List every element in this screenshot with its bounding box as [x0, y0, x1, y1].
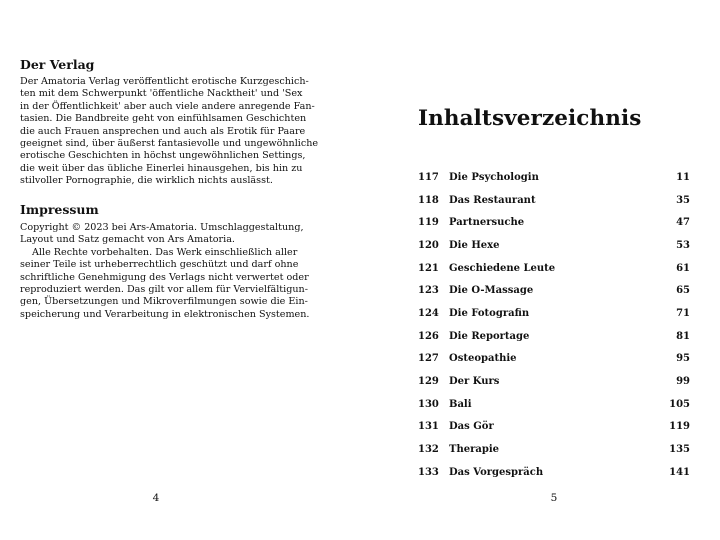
text-line: Alle Rechte vorbehalten. Das Werk einschließlich aller — [32, 246, 298, 258]
toc-entry-page: 65 — [676, 285, 690, 297]
toc-entry-title: Der Kurs — [449, 375, 500, 387]
toc-entry-title: Therapie — [449, 443, 499, 455]
toc-entry-number: 119 — [418, 217, 439, 229]
text-line: ten mit dem Schwerpunkt 'öffentliche Nacktheit' und 'Sex — [20, 88, 303, 100]
text-line: stilvoller Pornographie, die wirklich nichts auslässt. — [20, 175, 273, 187]
toc-entry-page: 95 — [676, 353, 690, 365]
toc-entry-number: 132 — [418, 443, 439, 455]
text-line: die auch Frauen ansprechen und auch als Erotik für Paare — [20, 125, 306, 137]
toc-entry-title: Das Gör — [449, 421, 494, 433]
text-line: gen, Übersetzungen und Mikroverfilmungen sowie die Ein- — [20, 296, 308, 308]
toc-entry-page: 35 — [676, 194, 690, 206]
toc-entry[interactable] — [418, 239, 690, 262]
text-line: die weit über das übliche Einerlei hinausgehen, bis hin zu — [20, 162, 303, 174]
toc-entry-title: Geschiedene Leute — [449, 262, 556, 274]
text-line: Layout und Satz gemacht von Ars Amatoria. — [20, 234, 235, 246]
toc-entry-title: Die Fotografin — [449, 307, 530, 319]
toc-list — [418, 171, 690, 488]
toc-entry-page: 47 — [676, 217, 690, 229]
toc-entry-page: 81 — [676, 330, 690, 342]
toc-entry-page: 135 — [669, 443, 690, 455]
text-line: seiner Teile ist urheberrechtlich geschützt und darf ohne — [20, 259, 299, 271]
toc-entry-title: Das Vorgespräch — [449, 466, 544, 478]
verlag-heading: Der Verlag — [20, 57, 95, 72]
toc-entry[interactable] — [418, 352, 690, 375]
toc-entry-page: 53 — [676, 239, 690, 251]
toc-entry[interactable] — [418, 262, 690, 285]
toc-entry-number: 127 — [418, 353, 439, 365]
toc-entry-number: 131 — [418, 421, 439, 433]
toc-entry[interactable] — [418, 420, 690, 443]
toc-entry-title: Das Restaurant — [449, 194, 536, 206]
toc-entry[interactable] — [418, 307, 690, 330]
text-line: geeignet sind, über äußerst fantasievolle und ungewöhnliche — [20, 138, 319, 150]
page-number: 4 — [152, 492, 160, 504]
toc-entry-number: 120 — [418, 239, 439, 251]
text-line: schriftliche Genehmigung des Verlags nicht verwertet oder — [20, 271, 309, 283]
toc-entry-page: 119 — [669, 421, 690, 433]
impressum-heading: Impressum — [20, 202, 99, 217]
toc-entry-number: 129 — [418, 375, 439, 387]
toc-entry[interactable] — [418, 330, 690, 353]
toc-entry-title: Die Reportage — [449, 330, 530, 342]
text-line: in der Öffentlichkeit' aber auch viele andere anregende Fan- — [20, 100, 315, 112]
toc-entry[interactable] — [418, 375, 690, 398]
impressum-paragraph — [20, 222, 310, 321]
toc-entry-number: 118 — [418, 194, 439, 206]
toc-entry[interactable] — [418, 194, 690, 217]
toc-entry[interactable] — [418, 284, 690, 307]
toc-entry-page: 105 — [669, 398, 690, 410]
toc-entry-number: 117 — [418, 172, 439, 183]
toc-entry-page: 99 — [676, 375, 690, 387]
page-number: 5 — [550, 492, 558, 504]
toc-entry[interactable] — [418, 398, 690, 421]
toc-entry-title: Bali — [449, 398, 472, 410]
toc-entry-page: 11 — [676, 172, 690, 183]
toc-entry-number: 130 — [418, 398, 439, 410]
toc-entry[interactable] — [418, 466, 690, 489]
toc-entry-number: 133 — [418, 466, 439, 478]
toc-entry-title: Die Psychologin — [449, 172, 539, 183]
right-page — [360, 0, 720, 540]
toc-entry-number: 123 — [418, 285, 439, 297]
verlag-paragraph — [20, 76, 319, 188]
toc-entry-page: 141 — [669, 466, 690, 478]
toc-entry-number: 124 — [418, 307, 439, 319]
toc-entry[interactable] — [418, 216, 690, 239]
text-line: erotische Geschichten in höchst ungewöhnlichen Settings, — [20, 150, 306, 162]
toc-entry-number: 126 — [418, 330, 439, 342]
toc-entry[interactable] — [418, 171, 690, 194]
text-line: reproduziert werden. Das gilt vor allem für Vervielfältigun- — [20, 284, 308, 296]
text-line: Copyright © 2023 bei Ars-Amatoria. Umschlaggestaltung, — [20, 222, 304, 233]
toc-entry-page: 71 — [676, 307, 690, 319]
toc-entry-title: Die Hexe — [449, 239, 500, 251]
text-line: tasien. Die Bandbreite geht von einfühlsamen Geschichten — [20, 113, 307, 125]
toc-entry[interactable] — [418, 443, 690, 466]
toc-entry-title: Osteopathie — [449, 353, 517, 365]
text-line: speicherung und Verarbeitung in elektronischen Systemen. — [20, 308, 310, 320]
toc-entry-title: Die O-Massage — [449, 285, 534, 297]
toc-entry-number: 121 — [418, 262, 439, 274]
text-line: Der Amatoria Verlag veröffentlicht erotische Kurzgeschich- — [20, 76, 309, 87]
toc-entry-page: 61 — [676, 262, 690, 274]
toc-title: Inhaltsverzeichnis — [418, 106, 642, 131]
toc-entry-title: Partnersuche — [449, 217, 525, 229]
